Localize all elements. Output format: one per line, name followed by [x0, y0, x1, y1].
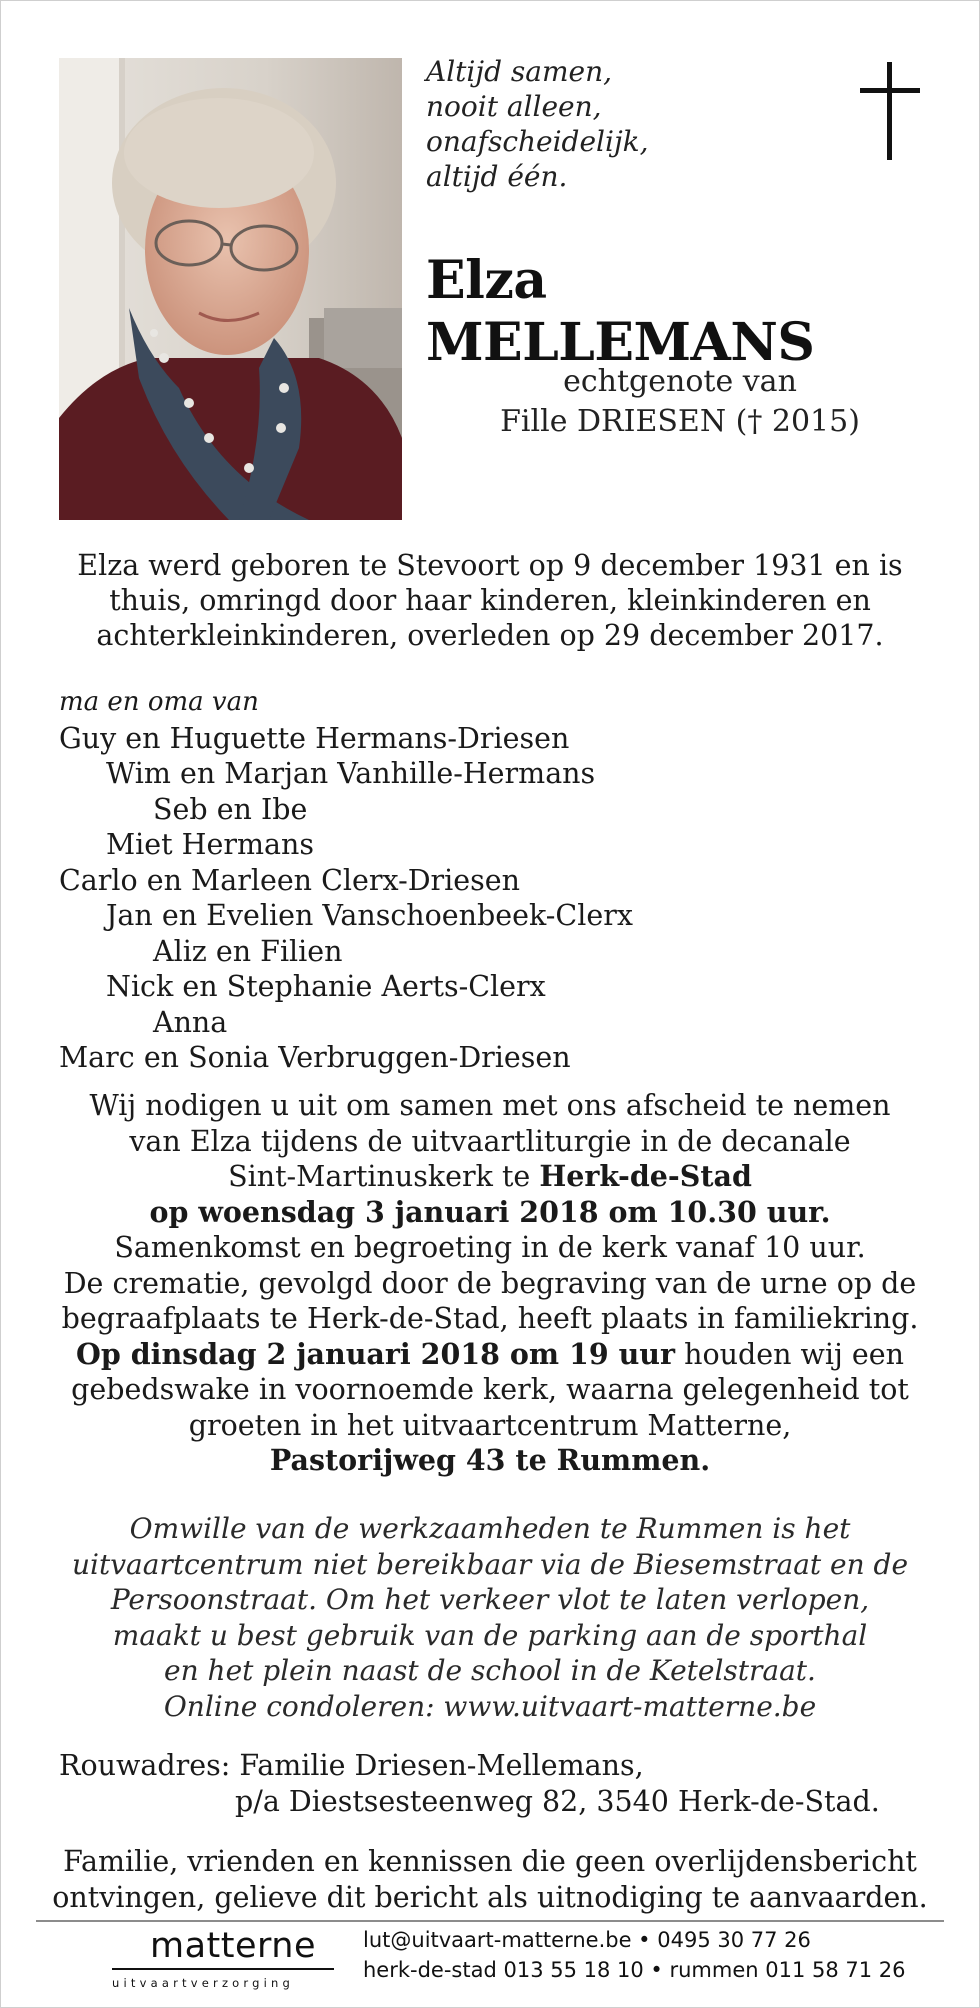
invitation-line: [40, 1443, 940, 1479]
invitation-line: De crematie, gevolgd door de begraving van de urne op de: [63, 1266, 917, 1300]
address-line: Rouwadres: Familie Driesen-Mellemans,: [59, 1749, 644, 1782]
invitation-line: groeten in het uitvaartcentrum Matterne,: [188, 1408, 792, 1442]
invitation-line: [40, 1337, 940, 1373]
invitation-line: begraafplaats te Herk-de-Stad, heeft plaats in familiekring.: [61, 1302, 919, 1335]
contact-line: lut@uitvaart-matterne.be • 0495 30 77 26: [363, 1928, 811, 1952]
cross-icon: [860, 62, 920, 162]
family-member: Marc en Sonia Verbruggen-Driesen: [59, 1041, 571, 1074]
closing-paragraph: [40, 1844, 940, 1915]
poem: [426, 54, 806, 194]
notice-line: Persoonstraat. Om het verkeer vlot te laten verlopen,: [110, 1583, 870, 1616]
matterne-logo: [112, 1924, 347, 1990]
notice-line: uitvaartcentrum niet bereikbaar via de Biesemstraat en de: [71, 1547, 909, 1581]
family-member: Aliz en Filien: [153, 934, 343, 968]
poem-line: nooit alleen,: [426, 90, 602, 123]
family-member: Anna: [153, 1005, 228, 1039]
notice-line: Omwille van de werkzaamheden te Rummen is het: [129, 1512, 851, 1545]
logo-wordmark: matterne: [150, 1926, 317, 1966]
contact-line: herk-de-stad 013 55 18 10 • rummen 011 58 71 26: [363, 1958, 906, 1982]
invitation-line: [40, 1195, 940, 1231]
poem-line: altijd één.: [426, 160, 568, 193]
birth-line: Elza werd geboren te Stevoort op 9 december 1931 en is: [77, 549, 903, 582]
deceased-name: Elza MELLEMANS: [426, 250, 815, 373]
notice-line: en het plein naast de school in de Ketelstraat.: [164, 1654, 816, 1687]
contact-info: [363, 1925, 963, 1985]
logo-underline: [112, 1968, 334, 1970]
invitation-line: Samenkomst en begroeting in de kerk vanaf 10 uur.: [114, 1231, 866, 1264]
poem-line: onafscheidelijk,: [426, 125, 649, 158]
invitation-line: [40, 1159, 940, 1195]
invitation-paragraph: [40, 1088, 940, 1479]
birth-line: achterkleinkinderen, overleden op 29 december 2017.: [96, 619, 884, 652]
address-line: p/a Diestsesteenweg 82, 3540 Herk-de-Stad.: [235, 1785, 880, 1818]
birth-line: thuis, omringd door haar kinderen, kleinkinderen en: [109, 584, 871, 617]
logo-tagline: uitvaartverzorging: [112, 1976, 295, 1990]
portrait-photo: [59, 58, 402, 520]
closing-line: Familie, vrienden en kennissen die geen overlijdensbericht: [63, 1845, 917, 1878]
wake-date: Op dinsdag 2 januari 2018 om 19 uur: [76, 1336, 676, 1371]
family-member: Guy en Huguette Hermans-Driesen: [59, 721, 570, 755]
family-member: Carlo en Marleen Clerx-Driesen: [59, 863, 521, 897]
birth-paragraph: [40, 548, 940, 653]
spouse-name: Fille DRIESEN († 2015): [500, 404, 860, 439]
poem-line: Altijd samen,: [426, 55, 613, 88]
notice-line: maakt u best gebruik van de parking aan de sporthal: [112, 1618, 868, 1652]
family-intro: ma en oma van: [59, 687, 259, 717]
invitation-line: gebedswake in voornoemde kerk, waarna gelegenheid tot: [71, 1373, 909, 1406]
funeral-center-address: Pastorijweg 43 te Rummen.: [269, 1443, 711, 1477]
spouse-block: [420, 362, 940, 442]
family-member: Wim en Marjan Vanhille-Hermans: [106, 757, 596, 790]
relation-text: echtgenote van: [563, 364, 797, 399]
online-condolence-line: Online condoleren: www.uitvaart-matterne.be: [163, 1689, 817, 1723]
ceremony-date: op woensdag 3 januari 2018 om 10.30 uur.: [149, 1194, 831, 1229]
footer-divider: [36, 1920, 944, 1922]
mourning-address: [59, 1748, 939, 1820]
family-member: Jan en Evelien Vanschoenbeek-Clerx: [106, 899, 633, 932]
invitation-line: Wij nodigen u uit om samen met ons afscheid te nemen: [89, 1089, 891, 1122]
invitation-text: Sint-Martinuskerk te: [228, 1160, 540, 1193]
ceremony-location: Herk-de-Stad: [539, 1159, 752, 1193]
invitation-text: houden wij een: [675, 1337, 904, 1371]
family-member: Seb en Ibe: [153, 792, 308, 826]
family-member: Nick en Stephanie Aerts-Clerx: [106, 970, 546, 1003]
invitation-line: van Elza tijdens de uitvaartliturgie in de decanale: [129, 1124, 851, 1158]
traffic-notice: [40, 1511, 940, 1724]
family-list: [59, 685, 919, 1076]
closing-line: ontvingen, gelieve dit bericht als uitnodiging te aanvaarden.: [52, 1880, 928, 1914]
family-member: Miet Hermans: [106, 828, 315, 861]
